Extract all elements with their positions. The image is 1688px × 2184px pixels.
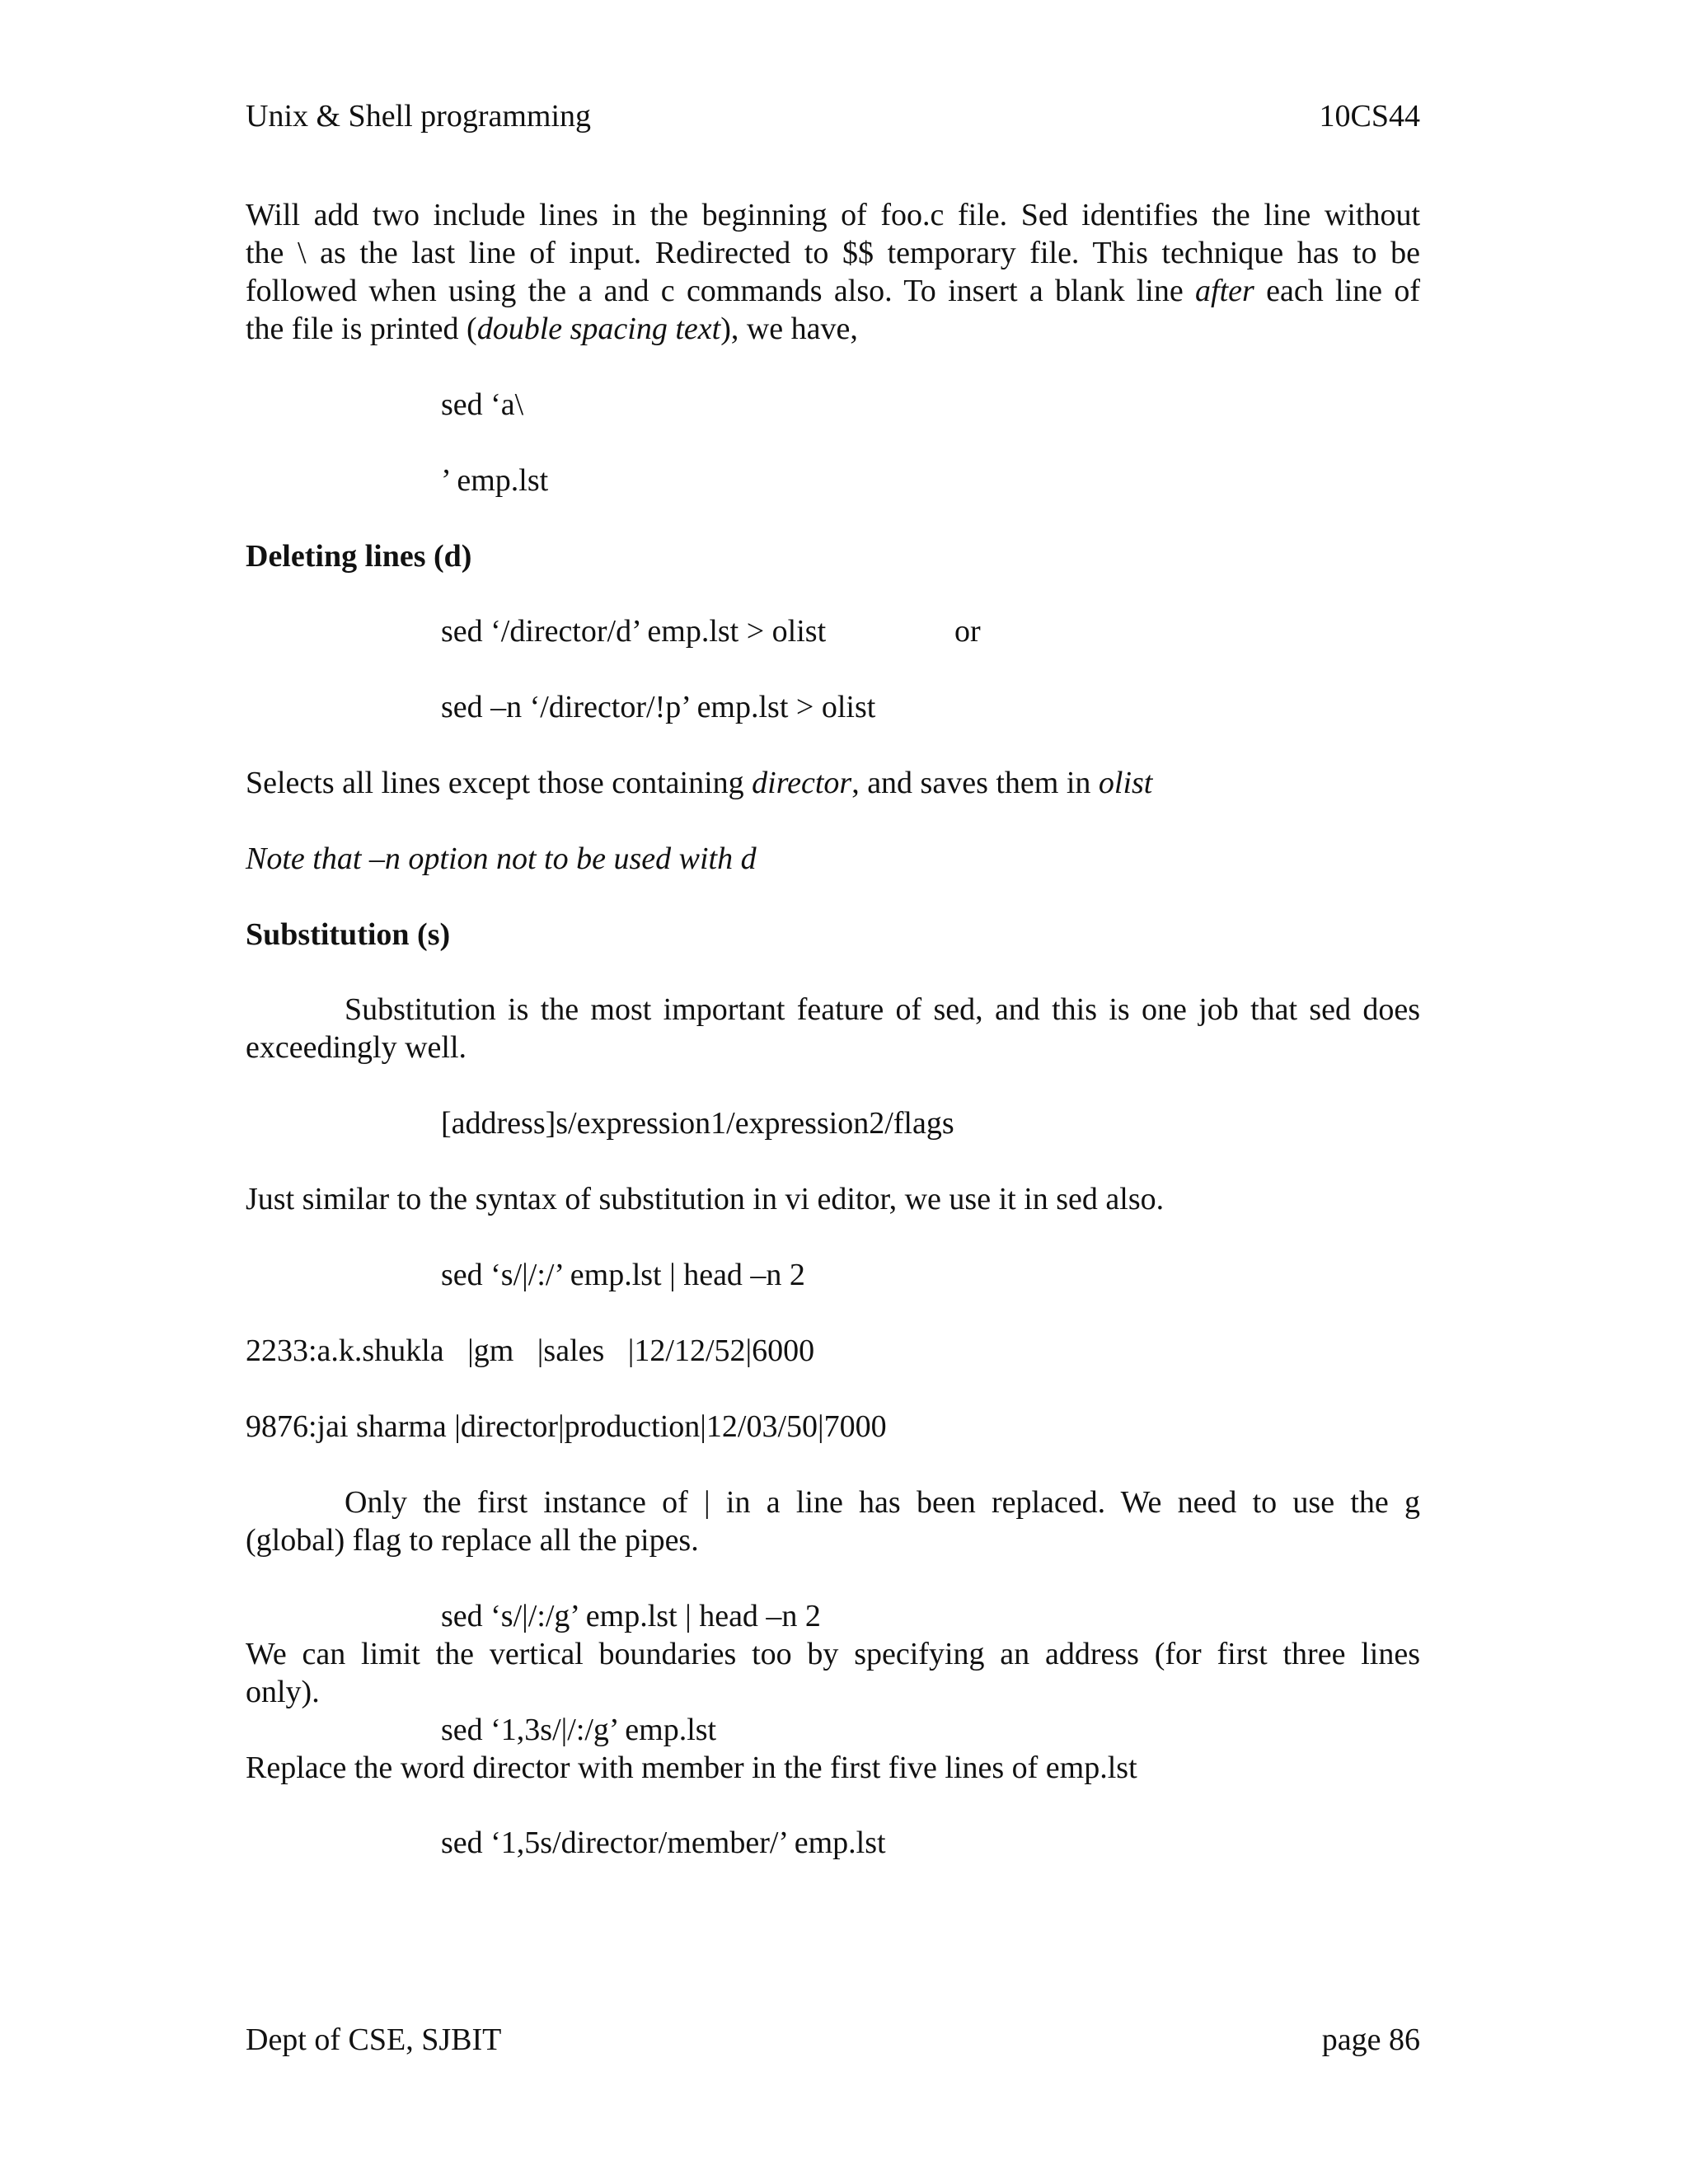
para1-line3-a: followed when using the a and c commands also. To insert a blank line: [246, 274, 1196, 308]
header-course-title: Unix & Shell programming: [246, 99, 592, 134]
heading-substitution: Substitution (s): [246, 917, 451, 952]
para1-line4-c: ), we have,: [720, 312, 858, 346]
code-delete-2: sed –n ‘/director/!p’ emp.lst > olist: [441, 690, 876, 724]
output-line-1: 2233:a.k.shukla |gm |sales |12/12/52|6000: [246, 1333, 815, 1368]
code-delete-or: or: [954, 614, 981, 649]
select-text-d: olist: [1098, 766, 1153, 800]
header-course-code: 10CS44: [1319, 99, 1420, 134]
footer-page-number: page 86: [1321, 2022, 1420, 2057]
para1-line1: Will add two include lines in the beginning of foo.c file. Sed identifies the line without: [246, 198, 1420, 232]
para1-line4-b: double spacing text: [476, 312, 721, 346]
heading-deleting-lines: Deleting lines (d): [246, 539, 472, 574]
para1-line3-b: after: [1195, 274, 1254, 308]
para1-line4: [246, 310, 858, 348]
select-text-a: Selects all lines except those containing: [246, 766, 753, 800]
code-syntax: [address]s/expression1/expression2/flags: [441, 1106, 954, 1141]
para1-line4-a: the file is printed (: [246, 312, 477, 346]
subst-para-line1: Substitution is the most important feature of sed, and this is one job that sed does: [345, 992, 1420, 1027]
note-text: Note that –n option not to be used with d: [246, 841, 757, 876]
para1-line3: [246, 272, 1420, 310]
code-append-2: ’ emp.lst: [441, 463, 549, 498]
code-subst-3: sed ‘1,3s/|/:/g’ emp.lst: [441, 1713, 717, 1747]
code-delete-1: sed ‘/director/d’ emp.lst > olist: [441, 614, 827, 649]
limit-para-line1: We can limit the vertical boundaries too by specifying an address (for first three lines: [246, 1637, 1420, 1671]
subst-para-line2: exceedingly well.: [246, 1030, 467, 1065]
code-subst-1: sed ‘s/|/:/’ emp.lst | head –n 2: [441, 1258, 805, 1292]
global-para-line1: Only the first instance of | in a line has been replaced. We need to use the g: [345, 1485, 1420, 1520]
global-para-line2: (global) flag to replace all the pipes.: [246, 1523, 699, 1558]
limit-para-line2: only).: [246, 1675, 320, 1709]
vi-text: Just similar to the syntax of substitution in vi editor, we use it in sed also.: [246, 1182, 1165, 1216]
select-text-b: director: [752, 766, 852, 800]
footer-dept: Dept of CSE, SJBIT: [246, 2022, 502, 2057]
para1-line2: the \ as the last line of input. Redirected to $$ temporary file. This technique has to be: [246, 236, 1420, 270]
select-text-c: , and saves them in: [851, 766, 1099, 800]
select-text: [246, 764, 1152, 802]
code-append-1: sed ‘a\: [441, 387, 524, 422]
code-subst-2: sed ‘s/|/:/g’ emp.lst | head –n 2: [441, 1599, 821, 1633]
code-subst-4: sed ‘1,5s/director/member/’ emp.lst: [441, 1825, 886, 1860]
output-line-2: 9876:jai sharma |director|production|12/03/50|7000: [246, 1409, 887, 1444]
replace-text: Replace the word director with member in the first five lines of emp.lst: [246, 1750, 1137, 1785]
para1-line3-c: each line of: [1254, 274, 1420, 308]
